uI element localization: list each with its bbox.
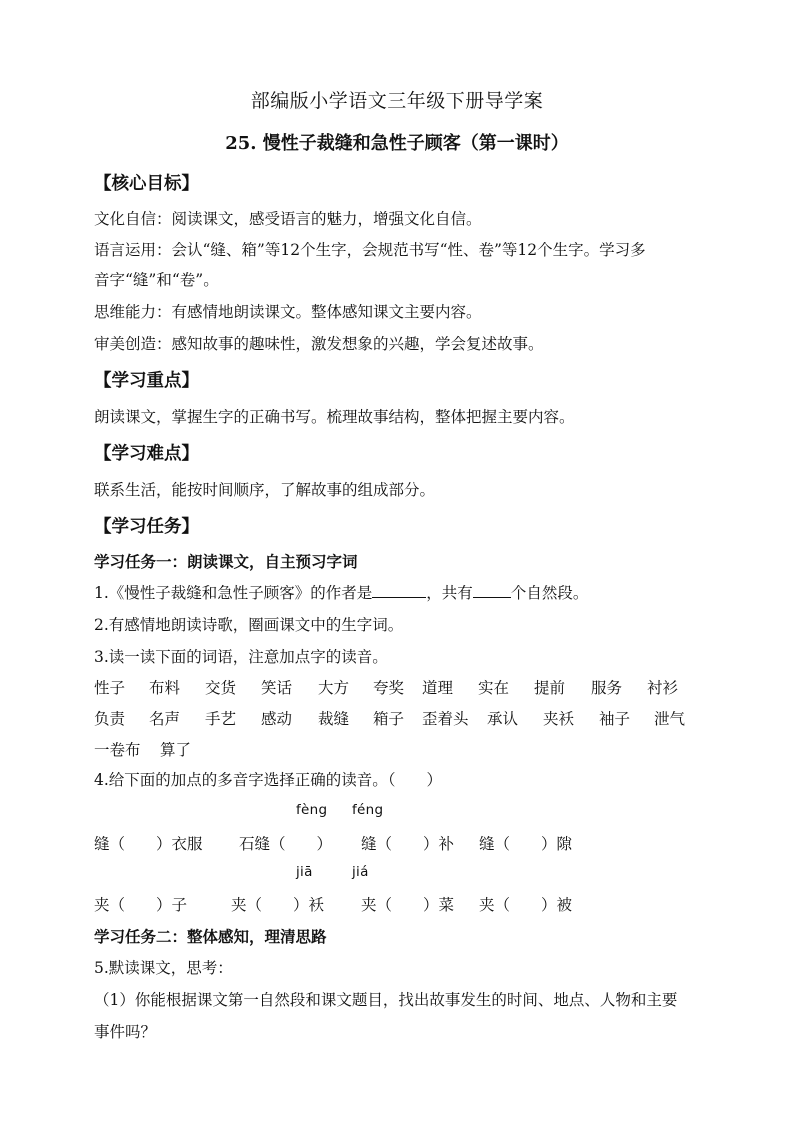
- question-2: 2.有感情地朗读诗歌，圈画课文中的生字词。: [94, 616, 404, 634]
- vocab-word: 夸奖: [373, 679, 405, 697]
- task2-title: 学习任务二：整体感知，理清思路: [94, 927, 327, 946]
- vocab-word: 一卷布: [94, 741, 141, 759]
- vocab-word: 歪着头: [422, 710, 469, 728]
- question-5-1-line-a: （1）你能根据课文第一自然段和课文题目，找出故事发生的时间、地点、人物和主要: [94, 991, 678, 1009]
- vocab-word: 感动: [261, 710, 293, 728]
- author-blank[interactable]: [372, 583, 426, 598]
- question-1-part-a: 1.《慢性子裁缝和急性子顾客》的作者是: [94, 584, 373, 602]
- pinyin-option: jiā: [296, 864, 313, 880]
- vocab-word: 衬衫: [647, 679, 679, 697]
- vocab-word: 笑话: [261, 679, 293, 697]
- core-goal-line: 音字“缝”和“卷”。: [94, 271, 219, 289]
- jia-items-row: [94, 893, 614, 915]
- vocab-word: 布料: [149, 679, 181, 697]
- fill-item: 缝（ ）补: [361, 835, 455, 853]
- document-title: 部编版小学语文三年级下册导学案: [250, 90, 544, 112]
- vocab-word: 道理: [422, 679, 454, 697]
- vocab-word: 性子: [94, 679, 126, 697]
- vocab-word: 泄气: [654, 710, 686, 728]
- vocab-row-3: [94, 738, 294, 760]
- vocab-word: 交货: [205, 679, 237, 697]
- question-5-1-line-b: 事件吗？: [94, 1023, 157, 1041]
- pinyin-option: féng: [352, 802, 384, 818]
- vocab-row-1: [94, 676, 694, 698]
- vocab-word: 服务: [591, 679, 623, 697]
- vocab-row-2: [94, 707, 714, 729]
- core-goal-line: 思维能力：有感情地朗读课文。整体感知课文主要内容。: [94, 303, 482, 321]
- question-1-part-b: ，共有: [426, 584, 473, 602]
- feng-items-row: [94, 832, 614, 854]
- question-5: 5.默读课文，思考：: [94, 959, 233, 977]
- vocab-word: 箱子: [373, 710, 405, 728]
- focus-text: 朗读课文，掌握生字的正确书写。梳理故事结构，整体把握主要内容。: [94, 408, 575, 426]
- question-4: 4.给下面的加点的多音字选择正确的读音。（ ）: [94, 771, 443, 789]
- vocab-word: 大方: [318, 679, 350, 697]
- core-goals-heading: 【核心目标】: [94, 174, 199, 194]
- vocab-word: 裁缝: [318, 710, 350, 728]
- fill-item: 夹（ ）子: [94, 896, 188, 914]
- fill-item: 缝（ ）衣服: [94, 835, 203, 853]
- fill-item: 夹（ ）袄: [231, 896, 325, 914]
- paragraph-count-blank[interactable]: [473, 583, 511, 598]
- vocab-word: 算了: [160, 741, 192, 759]
- core-goal-line: 语言运用：会认“缝、箱”等12个生字，会规范书写“性、卷”等12个生字。学习多: [94, 241, 646, 259]
- vocab-word: 实在: [478, 679, 510, 697]
- vocab-word: 承认: [487, 710, 519, 728]
- task1-title: 学习任务一：朗读课文，自主预习字词: [94, 552, 358, 571]
- core-goal-line: 审美创造：感知故事的趣味性，激发想象的兴趣，学会复述故事。: [94, 335, 544, 353]
- question-1: [94, 581, 588, 603]
- tasks-heading: 【学习任务】: [94, 517, 199, 537]
- fill-item: 石缝（ ）: [239, 835, 333, 853]
- lesson-subtitle: 25. 慢性子裁缝和急性子顾客（第一课时）: [225, 133, 569, 154]
- vocab-word: 提前: [534, 679, 566, 697]
- difficulty-heading: 【学习难点】: [94, 444, 199, 464]
- difficulty-text: 联系生活，能按时间顺序，了解故事的组成部分。: [94, 481, 436, 499]
- fill-item: 夹（ ）被: [479, 896, 573, 914]
- vocab-word: 袖子: [599, 710, 631, 728]
- pinyin-option: fèng: [296, 802, 328, 818]
- core-goal-line: 文化自信：阅读课文，感受语言的魅力，增强文化自信。: [94, 210, 482, 228]
- vocab-word: 名声: [149, 710, 181, 728]
- vocab-word: 手艺: [205, 710, 237, 728]
- question-1-part-c: 个自然段。: [510, 584, 589, 602]
- fill-item: 缝（ ）隙: [479, 835, 573, 853]
- vocab-word: 夹袄: [543, 710, 575, 728]
- question-3: 3.读一读下面的词语，注意加点字的读音。: [94, 648, 388, 666]
- fill-item: 夹（ ）菜: [361, 896, 455, 914]
- focus-heading: 【学习重点】: [94, 371, 199, 391]
- pinyin-option: jiá: [352, 864, 369, 880]
- vocab-word: 负责: [94, 710, 126, 728]
